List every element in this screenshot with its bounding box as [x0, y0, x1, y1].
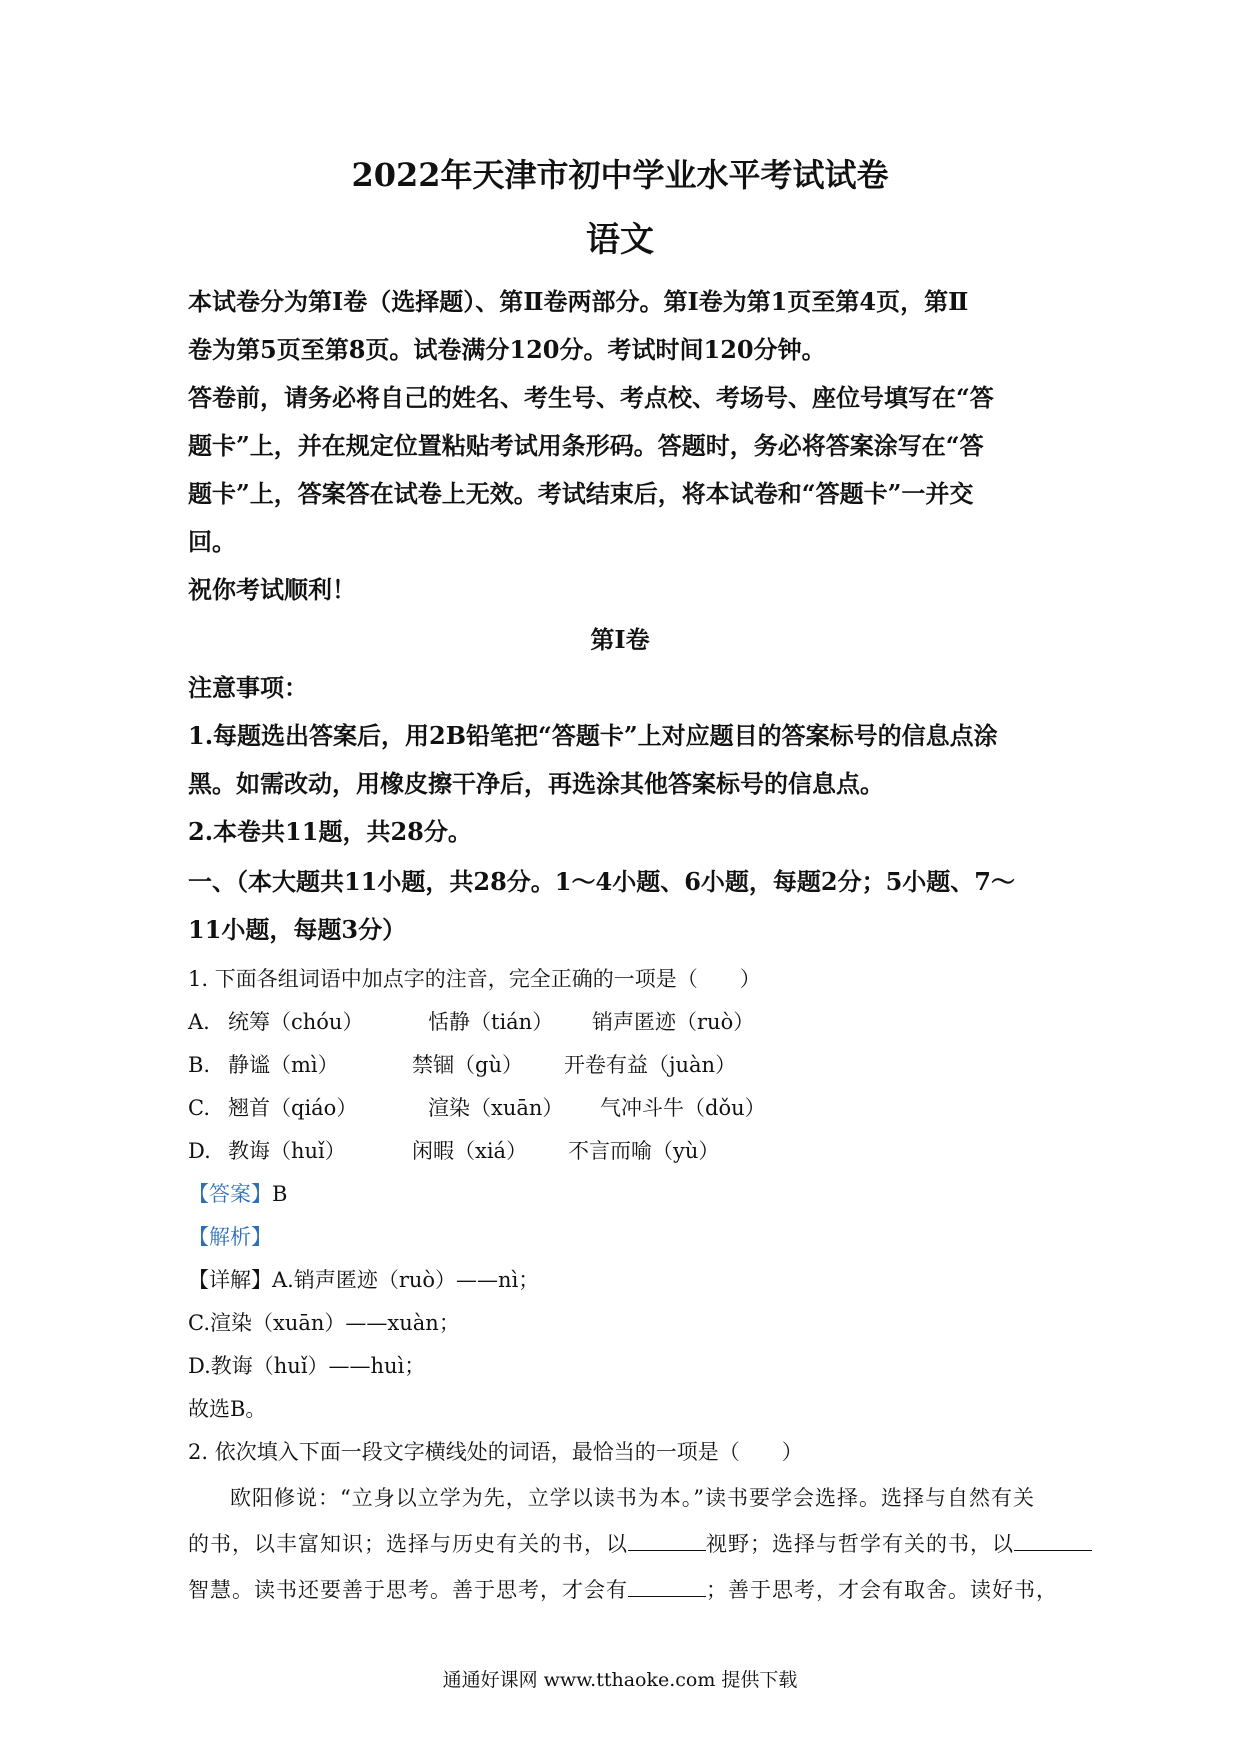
section-line: 一、（本大题共11小题，共28分。1～4小题、6小题，每题2分；5小题、7～ [188, 867, 1015, 896]
option-item: 开卷有益（juàn） [564, 1053, 737, 1077]
passage-line: 欧阳修说：“立身以立学为先，立学以读书为本。”读书要学会选择。选择与自然有关 [230, 1486, 1035, 1510]
notice-title: 注意事项： [188, 673, 308, 702]
passage-text: ；善于思考，才会有取舍。读好书， [706, 1578, 1058, 1602]
option-label: B. [188, 1053, 211, 1077]
fill-blank-1 [628, 1532, 706, 1551]
passage-line [188, 1528, 1092, 1558]
option-item: 渲染（xuān） [428, 1096, 564, 1120]
option-label: D. [188, 1139, 211, 1163]
notice-line: 黑。如需改动，用橡皮擦干净后，再选涂其他答案标号的信息点。 [188, 769, 884, 798]
conclusion-line: 故选B。 [188, 1397, 267, 1421]
question-1-stem: 1. 下面各组词语中加点字的注音，完全正确的一项是（ ） [188, 967, 761, 991]
part1-heading: 第Ⅰ卷 [590, 625, 650, 654]
intro-line: 回。 [188, 527, 236, 556]
q1-option-c [188, 1092, 766, 1122]
detail-tag: 【详解】 [188, 1268, 272, 1292]
detail-line: C.渲染（xuān）——xuàn； [188, 1311, 460, 1335]
page-title: 2022年天津市初中学业水平考试试卷 [351, 156, 889, 194]
intro-line: 题卡”上，答案答在试卷上无效。考试结束后，将本试卷和“答题卡”一并交 [188, 479, 974, 508]
option-item: 静谧（mì） [228, 1053, 339, 1077]
intro-line: 本试卷分为第Ⅰ卷（选择题）、第Ⅱ卷两部分。第Ⅰ卷为第1页至第4页，第Ⅱ [188, 287, 969, 316]
q1-option-d [188, 1135, 719, 1165]
passage-text: 视野；选择与哲学有关的书，以 [706, 1532, 1014, 1556]
intro-line: 答卷前，请务必将自己的姓名、考生号、考点校、考场号、座位号填写在“答 [188, 383, 994, 412]
analysis-tag: 【解析】 [188, 1225, 272, 1249]
option-item: 教诲（huǐ） [228, 1139, 346, 1163]
option-label: A. [188, 1010, 210, 1034]
passage-line [188, 1574, 1058, 1604]
option-item: 不言而喻（yù） [568, 1139, 720, 1163]
option-item: 翘首（qiáo） [228, 1096, 358, 1120]
passage-text: 智慧。读书还要善于思考。善于思考，才会有 [188, 1578, 628, 1602]
good-luck-line: 祝你考试顺利！ [188, 575, 356, 604]
option-item: 闲暇（xiá） [412, 1139, 528, 1163]
option-item: 销声匿迹（ruò） [592, 1010, 755, 1034]
option-item: 恬静（tián） [428, 1010, 554, 1034]
answer-row [188, 1178, 287, 1208]
footer-source: 通通好课网 www.tthaoke.com 提供下载 [442, 1669, 798, 1691]
detail-row [188, 1264, 539, 1294]
q1-option-a [188, 1006, 754, 1036]
subject-title: 语文 [586, 220, 654, 260]
q1-option-b [188, 1049, 736, 1079]
passage-text: 的书，以丰富知识；选择与历史有关的书，以 [188, 1532, 628, 1556]
intro-line: 卷为第5页至第8页。试卷满分120分。考试时间120分钟。 [188, 335, 826, 364]
answer-value: B [272, 1182, 288, 1206]
option-item: 气冲斗牛（dǒu） [600, 1096, 766, 1120]
detail-line: D.教诲（huǐ）——huì； [188, 1354, 426, 1378]
analysis-row [188, 1221, 272, 1251]
option-label: C. [188, 1096, 210, 1120]
option-item: 统筹（chóu） [228, 1010, 364, 1034]
question-2-stem: 2. 依次填入下面一段文字横线处的词语，最恰当的一项是（ ） [188, 1440, 803, 1464]
option-item: 禁锢（gù） [412, 1053, 523, 1077]
section-line: 11小题，每题3分） [188, 915, 407, 944]
fill-blank-3 [628, 1578, 706, 1597]
intro-line: 题卡”上，并在规定位置粘贴考试用条形码。答题时，务必将答案涂写在“答 [188, 431, 984, 460]
detail-line: A.销声匿迹（ruò）——nì； [272, 1268, 540, 1292]
notice-line: 2.本卷共11题，共28分。 [188, 817, 472, 846]
fill-blank-2 [1014, 1532, 1092, 1551]
answer-tag: 【答案】 [188, 1182, 272, 1206]
notice-line: 1.每题选出答案后，用2B铅笔把“答题卡”上对应题目的答案标号的信息点涂 [188, 721, 998, 750]
